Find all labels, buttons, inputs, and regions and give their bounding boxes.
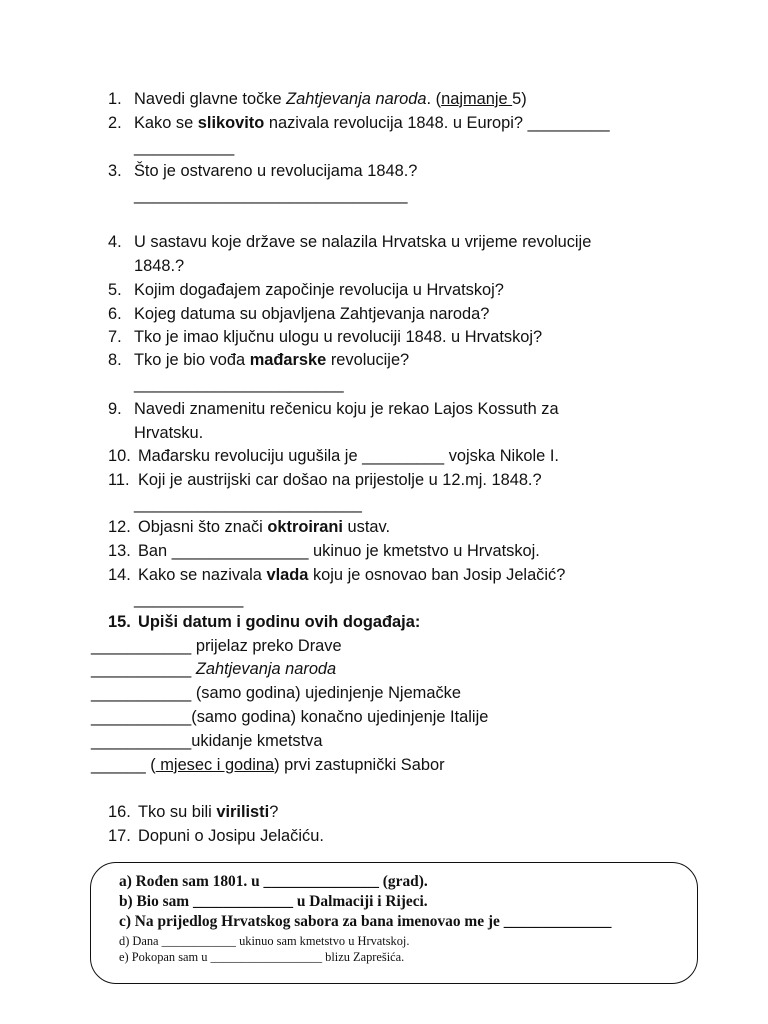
event-blank[interactable]: ___________ [91, 684, 192, 702]
event-row: ___________ Zahtjevanja naroda [91, 660, 337, 678]
question-9: 9. Navedi znamenitu rečenicu koju je rekao Lajos Kossuth za [108, 400, 559, 418]
question-2: 2. Kako se slikovito nazivala revolucija 1848. u Europi? _________ [108, 114, 610, 132]
box-line-e: e) Pokopan sam u __________________ blizu Zaprešića. [119, 950, 405, 964]
event-blank[interactable]: ______ [91, 756, 146, 774]
question-11: 11. Koji je austrijski car došao na prijestolje u 12.mj. 1848.? [108, 471, 542, 489]
question-16: 16. Tko su bili virilisti? [108, 803, 279, 821]
question-17: 17. Dopuni o Josipu Jelačiću. [108, 827, 324, 845]
underlined-term: mjesec i godina [155, 756, 275, 774]
jelacic-fill-in-box [90, 862, 698, 984]
answer-line-8[interactable]: _______________________ [134, 375, 344, 393]
answer-line-2[interactable]: ___________ [134, 138, 235, 156]
event-row: ___________ prijelaz preko Drave [91, 637, 342, 655]
event-blank[interactable]: ___________ [91, 660, 192, 678]
question-5: 5. Kojim događajem započinje revolucija u Hrvatskoj? [108, 281, 504, 299]
question-4-continuation: 1848.? [134, 257, 185, 275]
question-3: 3. Što je ostvareno u revolucijama 1848.? [108, 162, 418, 180]
question-1: 1. Navedi glavne točke Zahtjevanja naroda. (najmanje 5) [108, 90, 527, 108]
box-line-d: d) Dana ____________ ukinuo sam kmetstvo u Hrvatskoj. [119, 934, 410, 948]
question-7: 7. Tko je imao ključnu ulogu u revoluciji 1848. u Hrvatskoj? [108, 328, 543, 346]
event-blank[interactable]: ___________ [91, 637, 192, 655]
question-12: 12. Objasni što znači oktroirani ustav. [108, 518, 391, 536]
answer-line-14[interactable]: ____________ [134, 590, 244, 608]
italic-term: Zahtjevanja naroda [286, 90, 427, 108]
answer-line-3[interactable]: ______________________________ [134, 186, 408, 204]
question-10: 10. Mađarsku revoluciju ugušila je _________ vojska Nikole I. [108, 447, 559, 465]
underlined-term: najmanje [441, 90, 513, 108]
box-line-c: c) Na prijedlog Hrvatskog sabora za bana imenovao me je ______________ [119, 913, 612, 930]
question-8: 8. Tko je bio vođa mađarske revolucije? [108, 351, 410, 369]
event-blank[interactable]: ___________ [91, 708, 192, 726]
event-row: ___________ (samo godina) ujedinjenje Njemačke [91, 684, 461, 702]
question-9-continuation: Hrvatsku. [134, 424, 204, 442]
question-15: 15. Upiši datum i godinu ovih događaja: [108, 613, 421, 631]
question-14: 14. Kako se nazivala vlada koju je osnovao ban Josip Jelačić? [108, 566, 566, 584]
event-row: ___________(samo godina) konačno ujedinjenje Italije [91, 708, 489, 726]
box-line-a: a) Rođen sam 1801. u _______________ (grad). [119, 873, 428, 890]
event-row: ___________ukidanje kmetstva [91, 732, 323, 750]
question-13: 13. Ban _______________ ukinuo je kmetstvo u Hrvatskoj. [108, 542, 540, 560]
event-row: ______ ( mjesec i godina) prvi zastupnički Sabor [91, 756, 445, 774]
box-line-b: b) Bio sam _____________ u Dalmaciji i Rijeci. [119, 893, 428, 910]
answer-line-11[interactable]: _________________________ [134, 495, 362, 513]
question-4: 4. U sastavu koje države se nalazila Hrvatska u vrijeme revolucije [108, 233, 592, 251]
event-blank[interactable]: ___________ [91, 732, 192, 750]
question-6: 6. Kojeg datuma su objavljena Zahtjevanja naroda? [108, 305, 490, 323]
